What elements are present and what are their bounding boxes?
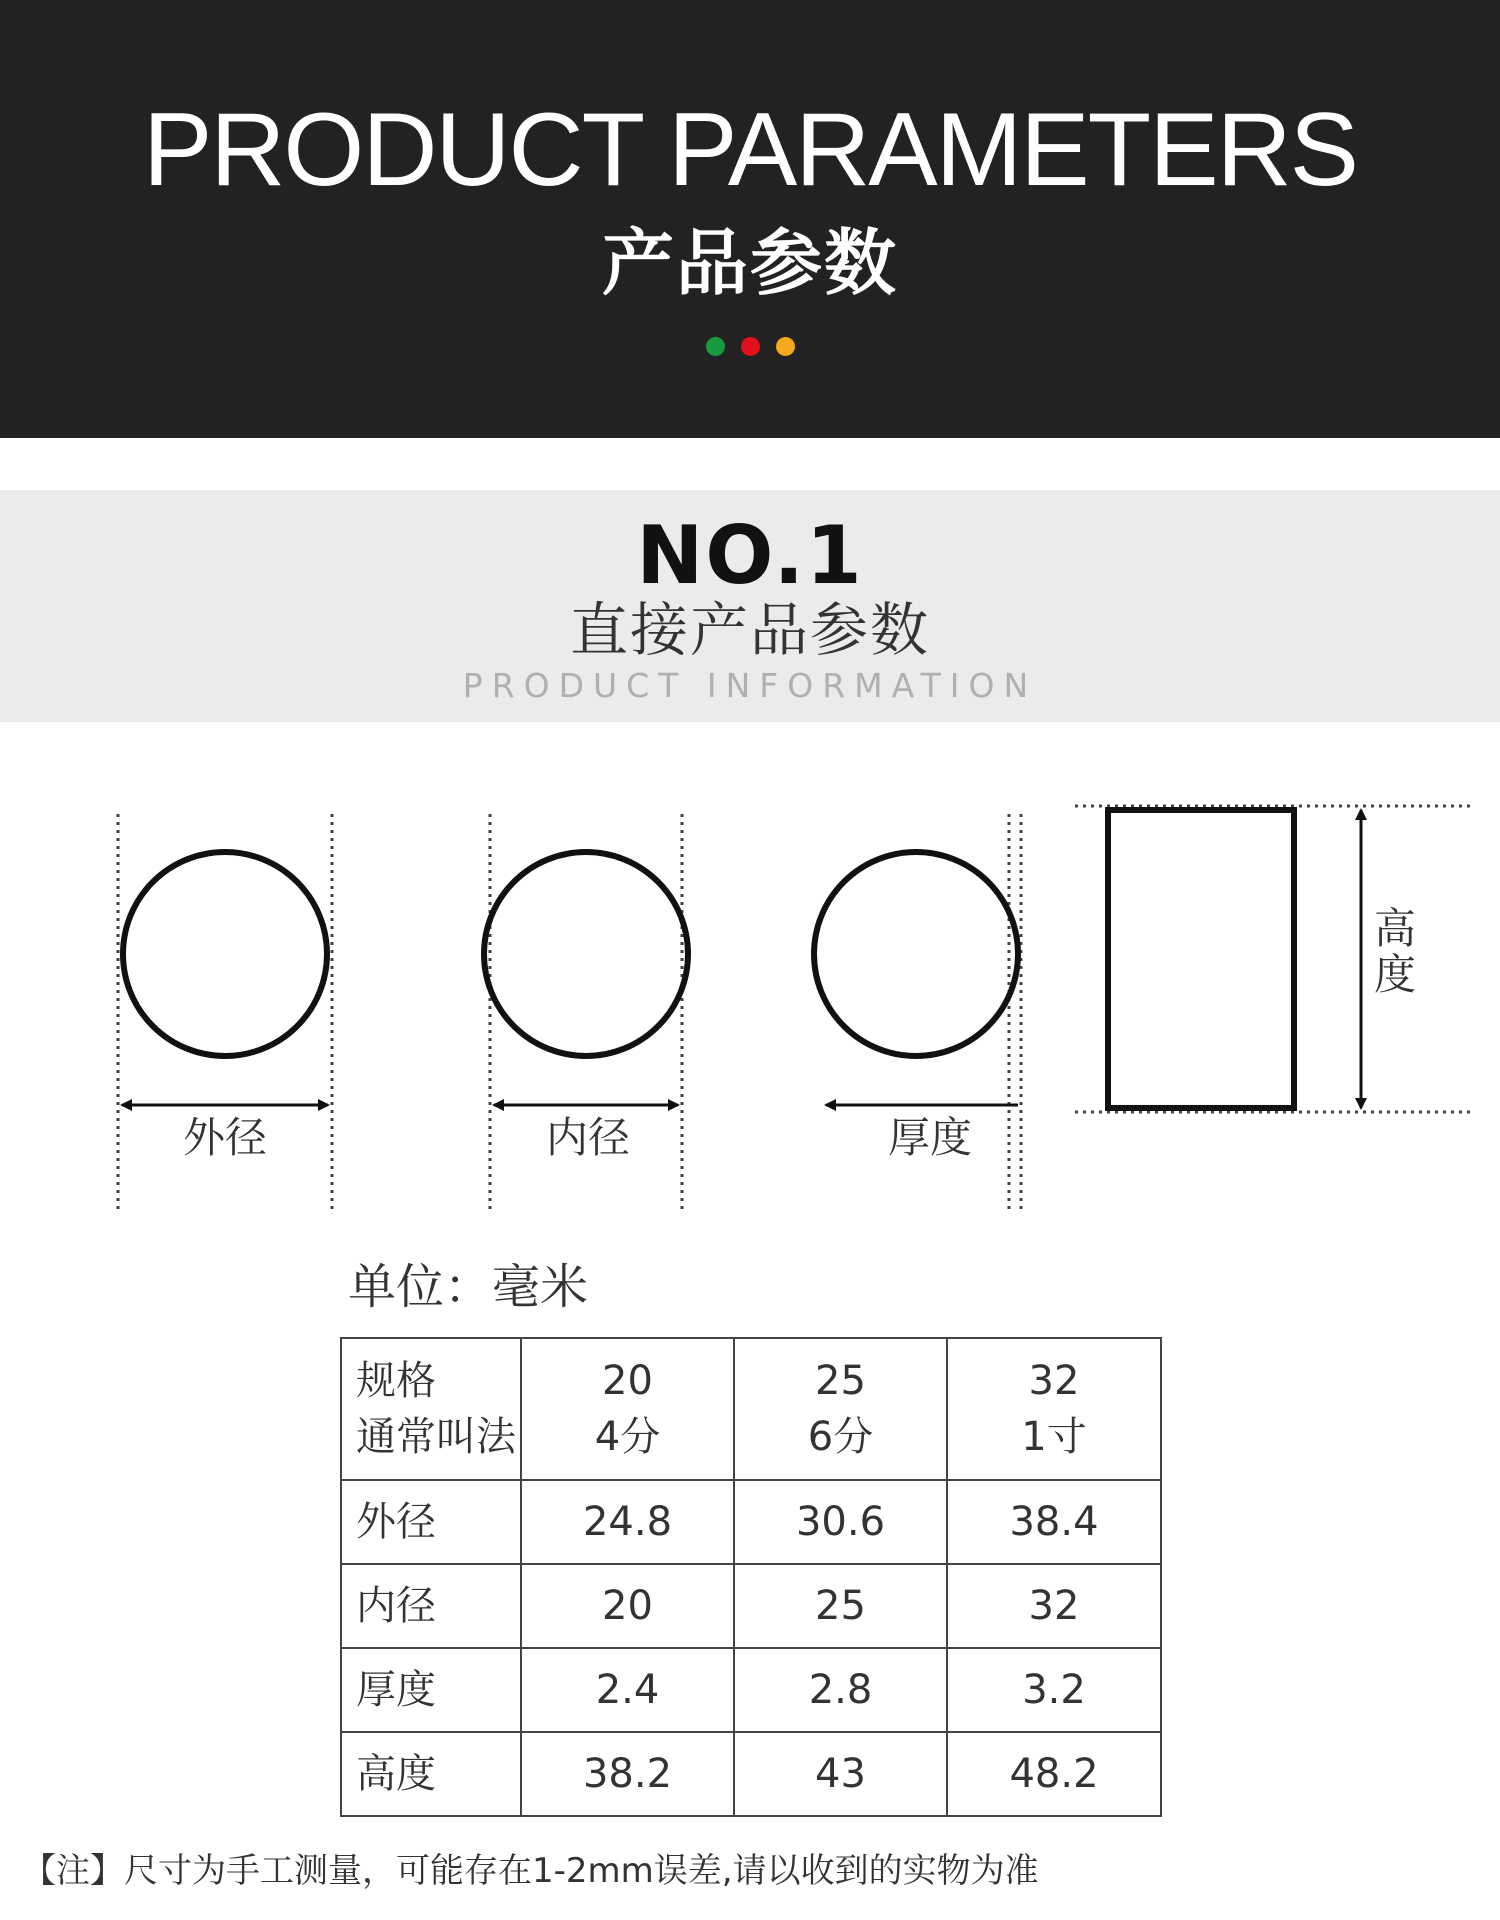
table-cell: 48.2 [947,1732,1161,1816]
common-name-value: 1寸 [1021,1414,1087,1460]
table-cell: 38.4 [947,1480,1161,1564]
table-cell: 30.6 [734,1480,947,1564]
table-cell: 32 [947,1564,1161,1648]
table-cell: 3.2 [947,1648,1161,1732]
row-label: 厚度 [341,1648,521,1732]
orange-dot-icon [776,337,795,356]
header-cell [521,1338,734,1480]
spec-table [340,1337,1162,1817]
thickness-label: 厚度 [888,1113,973,1162]
row-label: 内径 [341,1564,521,1648]
common-name-value: 6分 [807,1414,874,1460]
spec-value: 25 [815,1358,866,1404]
header-cell [947,1338,1161,1480]
row-label: 高度 [341,1732,521,1816]
measurement-note: 【注】尺寸为手工测量，可能存在1-2mm误差,请以收到的实物为准 [22,1851,1039,1891]
table-cell: 25 [734,1564,947,1648]
table-row [341,1480,1161,1564]
height-label: 高度 [1374,904,1417,999]
table-cell: 24.8 [521,1480,734,1564]
dimension-diagram [0,780,1500,1240]
table-row [341,1648,1161,1732]
dimension-drawing [0,780,1500,1240]
red-dot-icon [741,337,760,356]
green-dot-icon [706,337,725,356]
decorative-dots [0,337,1500,356]
table-cell: 20 [521,1564,734,1648]
header-banner [0,0,1500,438]
header-title-cn: 产品参数 [601,221,898,305]
section-number: NO.1 [636,509,864,602]
header-label-cell [341,1338,521,1480]
outer-diameter-label: 外径 [183,1113,268,1162]
section-heading [0,490,1500,722]
table-row [341,1564,1161,1648]
section-title-cn: 直接产品参数 [569,596,930,664]
table-header-row [341,1338,1161,1480]
header-cell [734,1338,947,1480]
common-name-value: 4分 [594,1414,661,1460]
unit-label: 单位：毫米 [348,1259,589,1315]
common-name-label: 通常叫法 [356,1414,516,1460]
section-title-en: PRODUCT INFORMATION [462,666,1038,705]
table-cell: 2.4 [521,1648,734,1732]
spec-label: 规格 [356,1358,436,1404]
table-cell: 38.2 [521,1732,734,1816]
spec-value: 32 [1028,1358,1080,1404]
inner-diameter-label: 内径 [546,1113,631,1162]
spec-value: 20 [602,1358,653,1404]
table-cell: 43 [734,1732,947,1816]
row-label: 外径 [341,1480,521,1564]
table-cell: 2.8 [734,1648,947,1732]
header-title-en: PRODUCT PARAMETERS [142,92,1358,208]
table-row [341,1732,1161,1816]
